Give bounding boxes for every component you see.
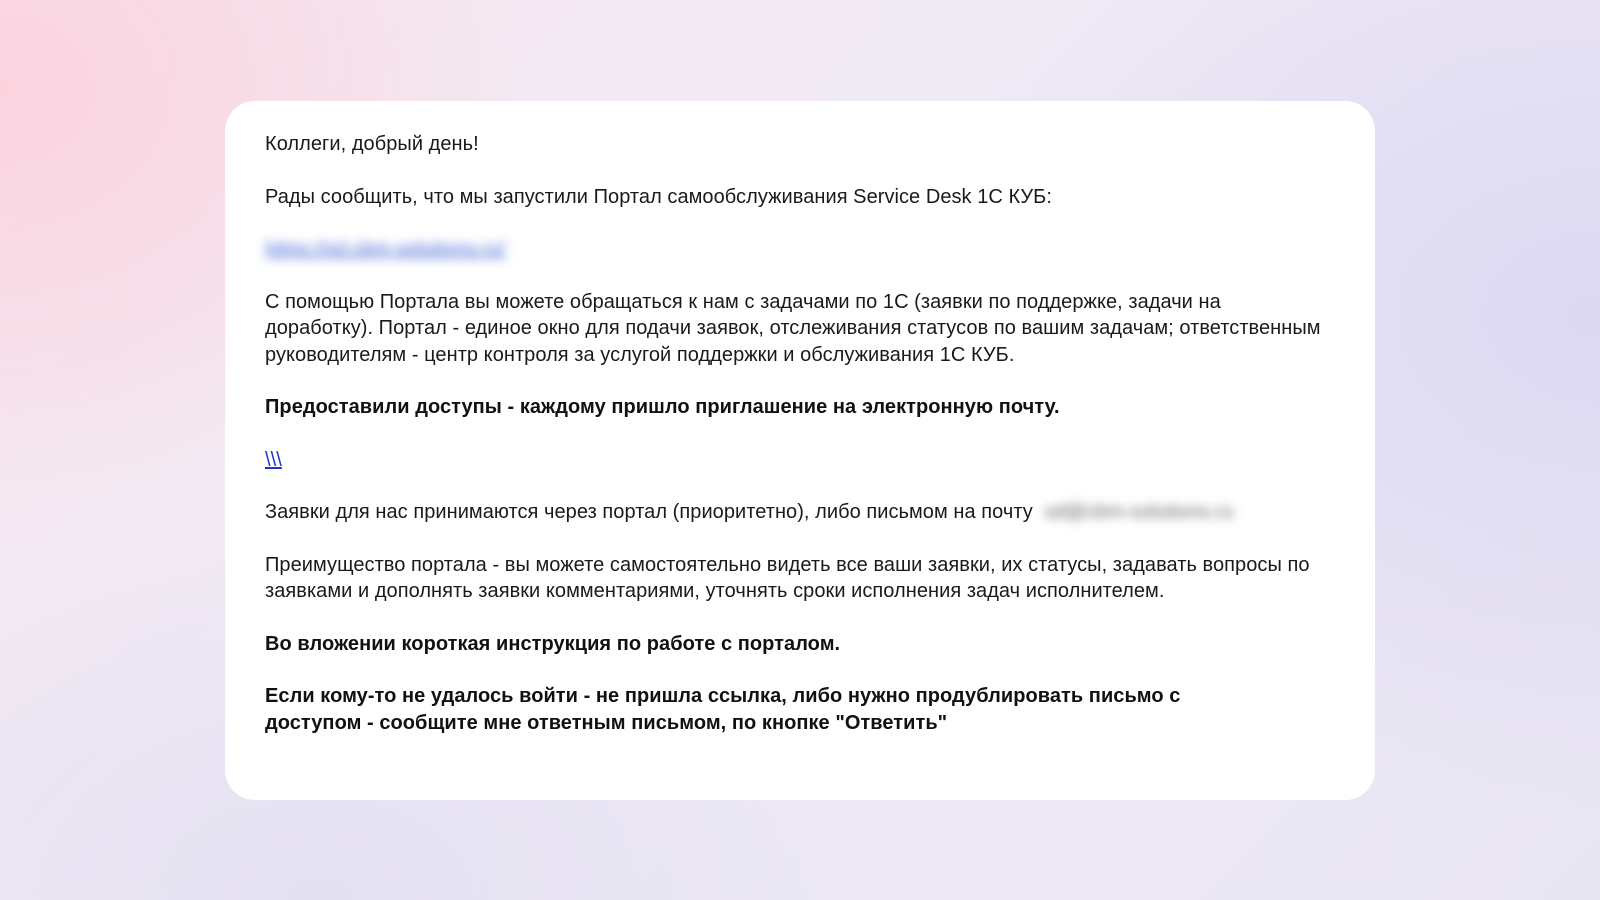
requests-email-blurred[interactable]: sd@cbm-solutions.ru: [1044, 501, 1234, 523]
attachment-note-text: Во вложении короткая инструкция по работе с порталом.: [265, 632, 841, 655]
portal-link-paragraph: [265, 236, 1345, 263]
advantage-text: Преимущество портала - вы можете самостоятельно видеть все ваши заявки, их статусы, задавать вопросы по заявками и дополнять заявки комментариями, уточнять сроки исполнения задач исполнителем.: [265, 553, 1310, 602]
access-notice-text: Предоставили доступы - каждому пришло приглашение на электронную почту.: [265, 396, 1060, 418]
description-text: С помощью Портала вы можете обращаться к нам с задачами по 1С (заявки по поддержке, задачи на доработку). Портал - единое окно для подачи заявок, отслеживания статусов по вашим задачам; ответственным руководителям - центр контроля за услугой поддержки и обслуживания 1С КУБ.: [265, 290, 1321, 366]
help-note-text: Если кому-то не удалось войти - не пришла ссылка, либо нужно продублировать письмо с доступом - сообщите мне ответным письмом, по кнопке "Ответить": [265, 685, 1181, 734]
requests-text: Заявки для нас принимаются через портал (приоритетно), либо письмом на почту: [265, 501, 1033, 523]
short-link[interactable]: \\\: [265, 448, 282, 471]
requests-paragraph: [265, 499, 1345, 526]
greeting-text: Коллеги, добрый день!: [265, 133, 479, 155]
intro-text: Рады сообщить, что мы запустили Портал самообслуживания Service Desk 1С КУБ:: [265, 185, 1052, 208]
short-link-paragraph: [265, 447, 1345, 474]
email-body-card: [225, 101, 1375, 800]
portal-link-blurred[interactable]: https://sd.cbm-solutions.ru/: [265, 238, 506, 260]
